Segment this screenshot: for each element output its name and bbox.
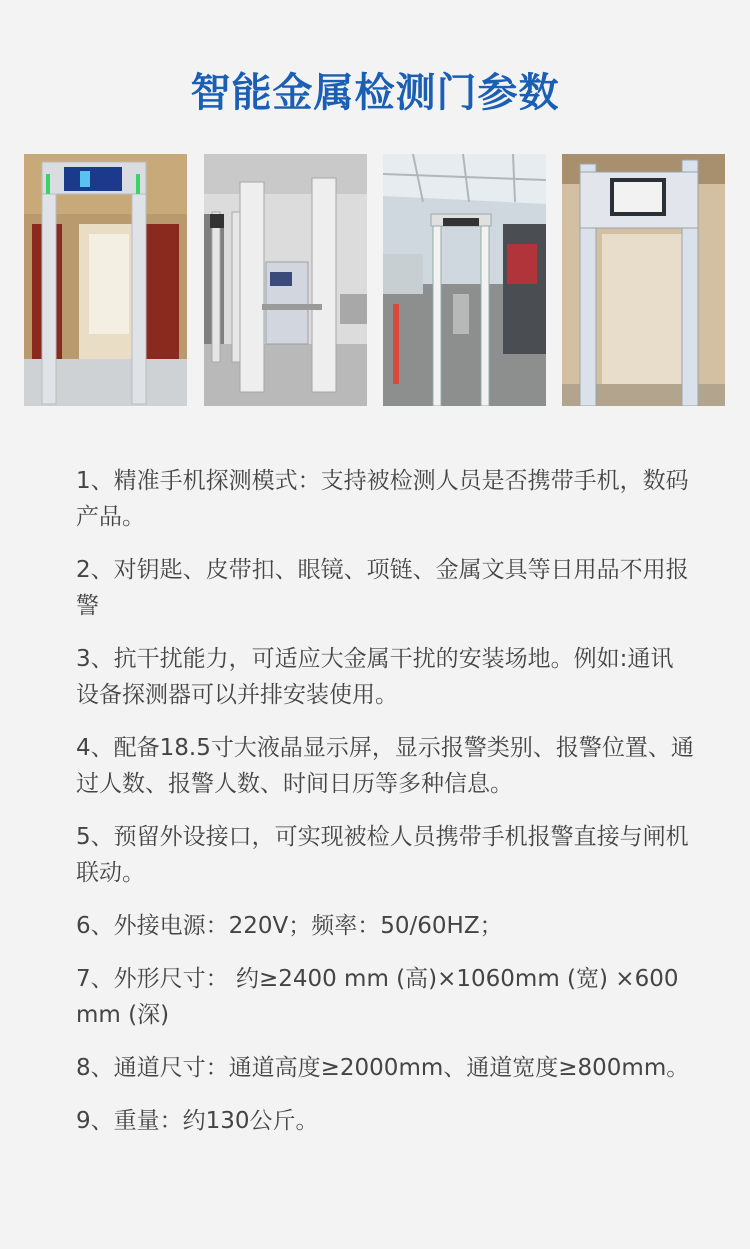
spec-list	[76, 463, 696, 1156]
photo-strip	[24, 154, 726, 406]
spec-item: 8、通道尺寸：通道高度≥2000mm、通道宽度≥800mm。	[76, 1055, 690, 1081]
spec-item: 3、抗干扰能力，可适应大金属干扰的安装场地。例如:通讯设备探测器可以并排安装使用。	[76, 646, 674, 708]
spec-item: 4、配备18.5寸大液晶显示屏，显示报警类别、报警位置、通过人数、报警人数、时间日历等多种信息。	[76, 735, 694, 797]
spec-item: 2、对钥匙、皮带扣、眼镜、项链、金属文具等日用品不用报警	[76, 557, 689, 619]
photo-canopy-gate	[383, 154, 546, 406]
walk-through-metal-detector-indoor-photo	[24, 154, 187, 406]
spec-item: 9、重量：约130公斤。	[76, 1108, 319, 1134]
spec-item: 1、精准手机探测模式：支持被检测人员是否携带手机，数码产品。	[76, 468, 689, 530]
page-title: 智能金属检测门参数	[190, 69, 560, 116]
metal-detector-gates-hall-photo	[204, 154, 367, 406]
spec-item: 7、外形尺寸： 约≥2400 mm (高)×1060mm (宽) ×600 mm (深)	[76, 966, 679, 1028]
photo-gate-closeup	[562, 154, 725, 406]
metal-detector-gate-closeup-photo	[562, 154, 725, 406]
spec-item: 5、预留外设接口，可实现被检人员携带手机报警直接与闸机联动。	[76, 824, 689, 886]
photo-indoor-gate	[24, 154, 187, 406]
spec-item: 6、外接电源：220V；频率：50/60HZ；	[76, 913, 503, 939]
photo-hall-gates	[204, 154, 367, 406]
metal-detector-under-canopy-photo	[383, 154, 546, 406]
